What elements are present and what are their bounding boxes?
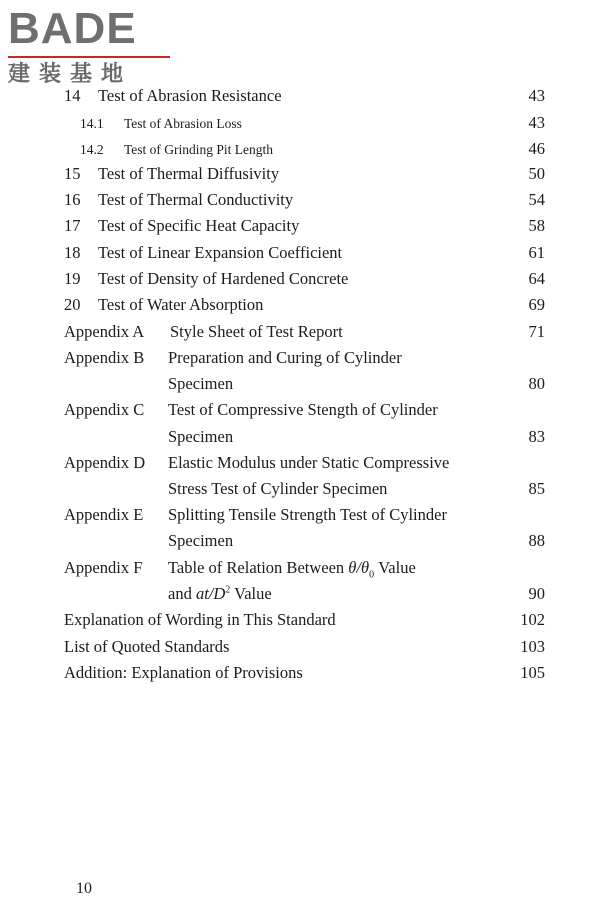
toc-entry-title[interactable]: Test of Compressive Stength of Cylinder bbox=[168, 400, 438, 419]
toc-entry-title: Test of Density of Hardened Concrete bbox=[98, 269, 349, 288]
leader-dots bbox=[278, 594, 523, 595]
toc-entry-title: Test of Grinding Pit Length bbox=[124, 142, 274, 157]
toc-entry-number: 17 bbox=[64, 216, 81, 235]
toc-entry-appendix-a[interactable] bbox=[64, 322, 545, 342]
toc-appendix-label: Appendix E bbox=[64, 505, 144, 524]
toc-entry-appendix-c[interactable] bbox=[168, 427, 545, 447]
toc-entry-page: 71 bbox=[528, 322, 545, 341]
leader-dots bbox=[285, 174, 522, 175]
toc-entry-page: 58 bbox=[528, 216, 545, 235]
toc-entry-appendix-b[interactable] bbox=[168, 374, 545, 394]
toc-entry-page: 54 bbox=[528, 190, 545, 209]
toc-entry-page: 64 bbox=[528, 269, 545, 288]
toc-entry-page: 43 bbox=[528, 86, 545, 105]
title-text: Value bbox=[230, 584, 272, 603]
leader-dots bbox=[354, 279, 522, 280]
toc-entry-title-cont: Specimen bbox=[168, 531, 234, 550]
d-superscript: 2 bbox=[225, 584, 231, 596]
toc-entry-page: 69 bbox=[528, 295, 545, 314]
toc-entry-number: 14.2 bbox=[80, 142, 104, 157]
toc-entry-appendix-e[interactable] bbox=[168, 531, 545, 551]
toc-entry-number: 14 bbox=[64, 86, 81, 105]
toc-entry-page: 102 bbox=[520, 610, 545, 629]
toc-entry-title: Test of Thermal Diffusivity bbox=[98, 164, 280, 183]
toc-entry-appendix-d[interactable] bbox=[168, 479, 545, 499]
toc-entry-title: List of Quoted Standards bbox=[64, 637, 230, 656]
toc-entry-14-2[interactable] bbox=[80, 139, 545, 159]
toc-entry-18[interactable] bbox=[64, 243, 545, 263]
toc-entry-title: Explanation of Wording in This Standard bbox=[64, 610, 336, 629]
toc-entry-wording[interactable] bbox=[64, 610, 545, 630]
toc-entry-page: 80 bbox=[528, 374, 545, 393]
toc-entry-number: 19 bbox=[64, 269, 81, 288]
toc-entry-20[interactable] bbox=[64, 295, 545, 315]
leader-dots bbox=[299, 200, 522, 201]
toc-entry-page: 90 bbox=[528, 584, 545, 603]
toc-entry-number: 20 bbox=[64, 295, 81, 314]
leader-dots bbox=[248, 123, 523, 124]
toc-entry-14[interactable] bbox=[64, 86, 545, 106]
logo-brand: BADE bbox=[8, 4, 137, 53]
leader-dots bbox=[321, 673, 514, 674]
leader-dots bbox=[348, 253, 522, 254]
toc-entry-page: 61 bbox=[528, 243, 545, 262]
toc-entry-page: 85 bbox=[528, 479, 545, 498]
theta-subscript: 0 bbox=[369, 569, 375, 581]
toc-entry-number: 16 bbox=[64, 190, 81, 209]
toc-entry-title-cont: Specimen bbox=[168, 427, 234, 446]
theta-ratio: θ/θ bbox=[348, 558, 370, 577]
toc-entry-19[interactable] bbox=[64, 269, 545, 289]
toc-appendix-label: Appendix B bbox=[64, 348, 145, 367]
toc-entry-number: 15 bbox=[64, 164, 81, 183]
toc-entry-appendix-f[interactable] bbox=[168, 584, 545, 604]
at-over-d: at/D bbox=[195, 584, 226, 603]
toc-entry-title-cont bbox=[168, 584, 272, 604]
toc-entry-page: 105 bbox=[520, 663, 545, 682]
toc-entry-page: 46 bbox=[528, 139, 545, 158]
toc-entry-number: 14.1 bbox=[80, 116, 104, 131]
toc-appendix-label: Appendix C bbox=[64, 400, 145, 419]
toc-entry-title: Test of Abrasion Resistance bbox=[98, 86, 282, 105]
leader-dots bbox=[288, 96, 523, 97]
leader-dots bbox=[269, 305, 522, 306]
toc-entry-title-cont: Stress Test of Cylinder Specimen bbox=[168, 479, 388, 498]
toc-entry-title: Test of Specific Heat Capacity bbox=[98, 216, 300, 235]
toc-entry-15[interactable] bbox=[64, 164, 545, 184]
toc-entry-title[interactable] bbox=[168, 558, 416, 580]
toc-entry-page: 43 bbox=[528, 113, 545, 132]
toc-entry-16[interactable] bbox=[64, 190, 545, 210]
toc-entry-page: 50 bbox=[528, 164, 545, 183]
toc-entry-page: 88 bbox=[528, 531, 545, 550]
toc-entry-title: Test of Thermal Conductivity bbox=[98, 190, 294, 209]
title-text: Table of Relation Between bbox=[168, 558, 349, 577]
toc-entry-17[interactable] bbox=[64, 216, 545, 236]
leader-dots bbox=[393, 489, 522, 490]
leader-dots bbox=[279, 149, 522, 150]
leader-dots bbox=[247, 647, 514, 648]
toc-appendix-label: Appendix D bbox=[64, 453, 146, 472]
toc-entry-title: Test of Abrasion Loss bbox=[124, 116, 242, 131]
toc-entry-page: 83 bbox=[528, 427, 545, 446]
leader-dots bbox=[239, 384, 522, 385]
toc-entry-title: Style Sheet of Test Report bbox=[170, 322, 343, 341]
toc-entry-number: 18 bbox=[64, 243, 81, 262]
toc-entry-title[interactable]: Splitting Tensile Strength Test of Cylinder bbox=[168, 505, 447, 524]
toc-appendix-label: Appendix A bbox=[64, 322, 145, 341]
logo-subtitle: 建装基地 bbox=[8, 62, 133, 87]
page-number: 10 bbox=[76, 880, 92, 897]
leader-dots bbox=[239, 437, 522, 438]
toc-entry-quoted-standards[interactable] bbox=[64, 637, 545, 657]
leader-dots bbox=[349, 332, 523, 333]
toc-entry-title: Test of Linear Expansion Coefficient bbox=[98, 243, 343, 262]
leader-dots bbox=[305, 226, 522, 227]
toc-entry-title: Addition: Explanation of Provisions bbox=[64, 663, 303, 682]
toc-entry-title[interactable]: Elastic Modulus under Static Compressive bbox=[168, 453, 450, 472]
title-text: Value bbox=[374, 558, 416, 577]
toc-entry-title: Test of Water Absorption bbox=[98, 295, 264, 314]
toc-entry-page: 103 bbox=[520, 637, 545, 656]
toc-entry-title[interactable]: Preparation and Curing of Cylinder bbox=[168, 348, 402, 367]
title-text: and bbox=[168, 584, 196, 603]
toc-entry-addition[interactable] bbox=[64, 663, 545, 683]
toc-entry-14-1[interactable] bbox=[80, 113, 545, 133]
leader-dots bbox=[239, 541, 522, 542]
toc-appendix-label: Appendix F bbox=[64, 558, 143, 577]
leader-dots bbox=[354, 620, 515, 621]
toc-entry-title-cont: Specimen bbox=[168, 374, 234, 393]
